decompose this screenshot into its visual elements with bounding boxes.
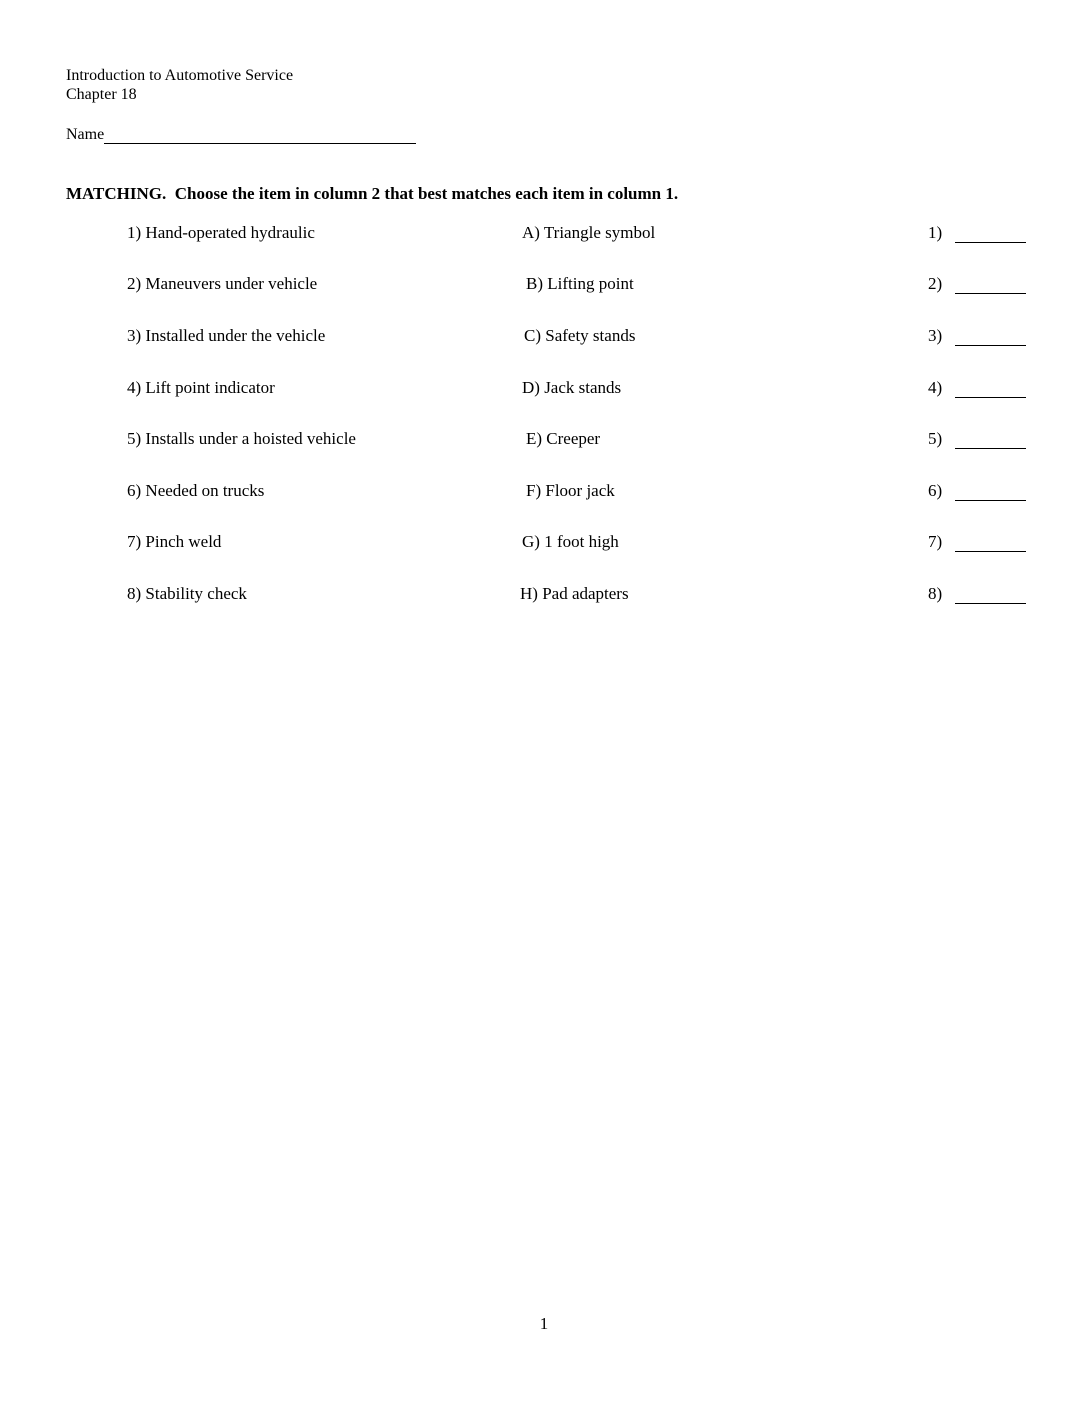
answer-number: 5) [928,429,943,448]
column2-match: H) Pad adapters [520,584,629,603]
worksheet-header [66,66,293,104]
matching-row-4 [0,378,1088,404]
matching-instructions: MATCHING. Choose the item in column 2 that best matches each item in column 1. [66,184,679,203]
column2-match: G) 1 foot high [522,532,619,551]
answer-blank[interactable] [955,551,1026,552]
name-field-row [66,125,416,144]
answer-number: 7) [928,532,943,551]
name-blank-line[interactable] [104,125,416,144]
column1-term: 8) Stability check [127,584,247,603]
answer-blank[interactable] [955,345,1026,346]
matching-row-6 [0,481,1088,507]
column1-term: 4) Lift point indicator [127,378,275,397]
column1-term: 3) Installed under the vehicle [127,326,326,345]
answer-number: 3) [928,326,943,345]
answer-blank[interactable] [955,293,1026,294]
chapter-label: Chapter 18 [66,86,137,103]
column2-match: F) Floor jack [526,481,615,500]
answer-blank[interactable] [955,242,1026,243]
answer-blank[interactable] [955,500,1026,501]
answer-number: 4) [928,378,943,397]
name-label: Name [66,126,105,143]
answer-blank[interactable] [955,448,1026,449]
column2-match: A) Triangle symbol [522,223,656,242]
column1-term: 7) Pinch weld [127,532,222,551]
answer-number: 2) [928,274,943,293]
page-number: 1 [539,1314,549,1333]
matching-row-1 [0,223,1088,249]
answer-blank[interactable] [955,603,1026,604]
column1-term: 1) Hand-operated hydraulic [127,223,315,242]
column2-match: B) Lifting point [526,274,634,293]
matching-row-2 [0,274,1088,300]
answer-number: 1) [928,223,943,242]
column1-term: 6) Needed on trucks [127,481,265,500]
matching-row-8 [0,584,1088,610]
column1-term: 5) Installs under a hoisted vehicle [127,429,356,448]
answer-blank[interactable] [955,397,1026,398]
column2-match: E) Creeper [526,429,601,448]
answer-number: 8) [928,584,943,603]
course-title: Introduction to Automotive Service [66,67,294,84]
answer-number: 6) [928,481,943,500]
matching-row-7 [0,532,1088,558]
column1-term: 2) Maneuvers under vehicle [127,274,318,293]
matching-row-5 [0,429,1088,455]
matching-row-3 [0,326,1088,352]
column2-match: D) Jack stands [522,378,622,397]
column2-match: C) Safety stands [524,326,636,345]
